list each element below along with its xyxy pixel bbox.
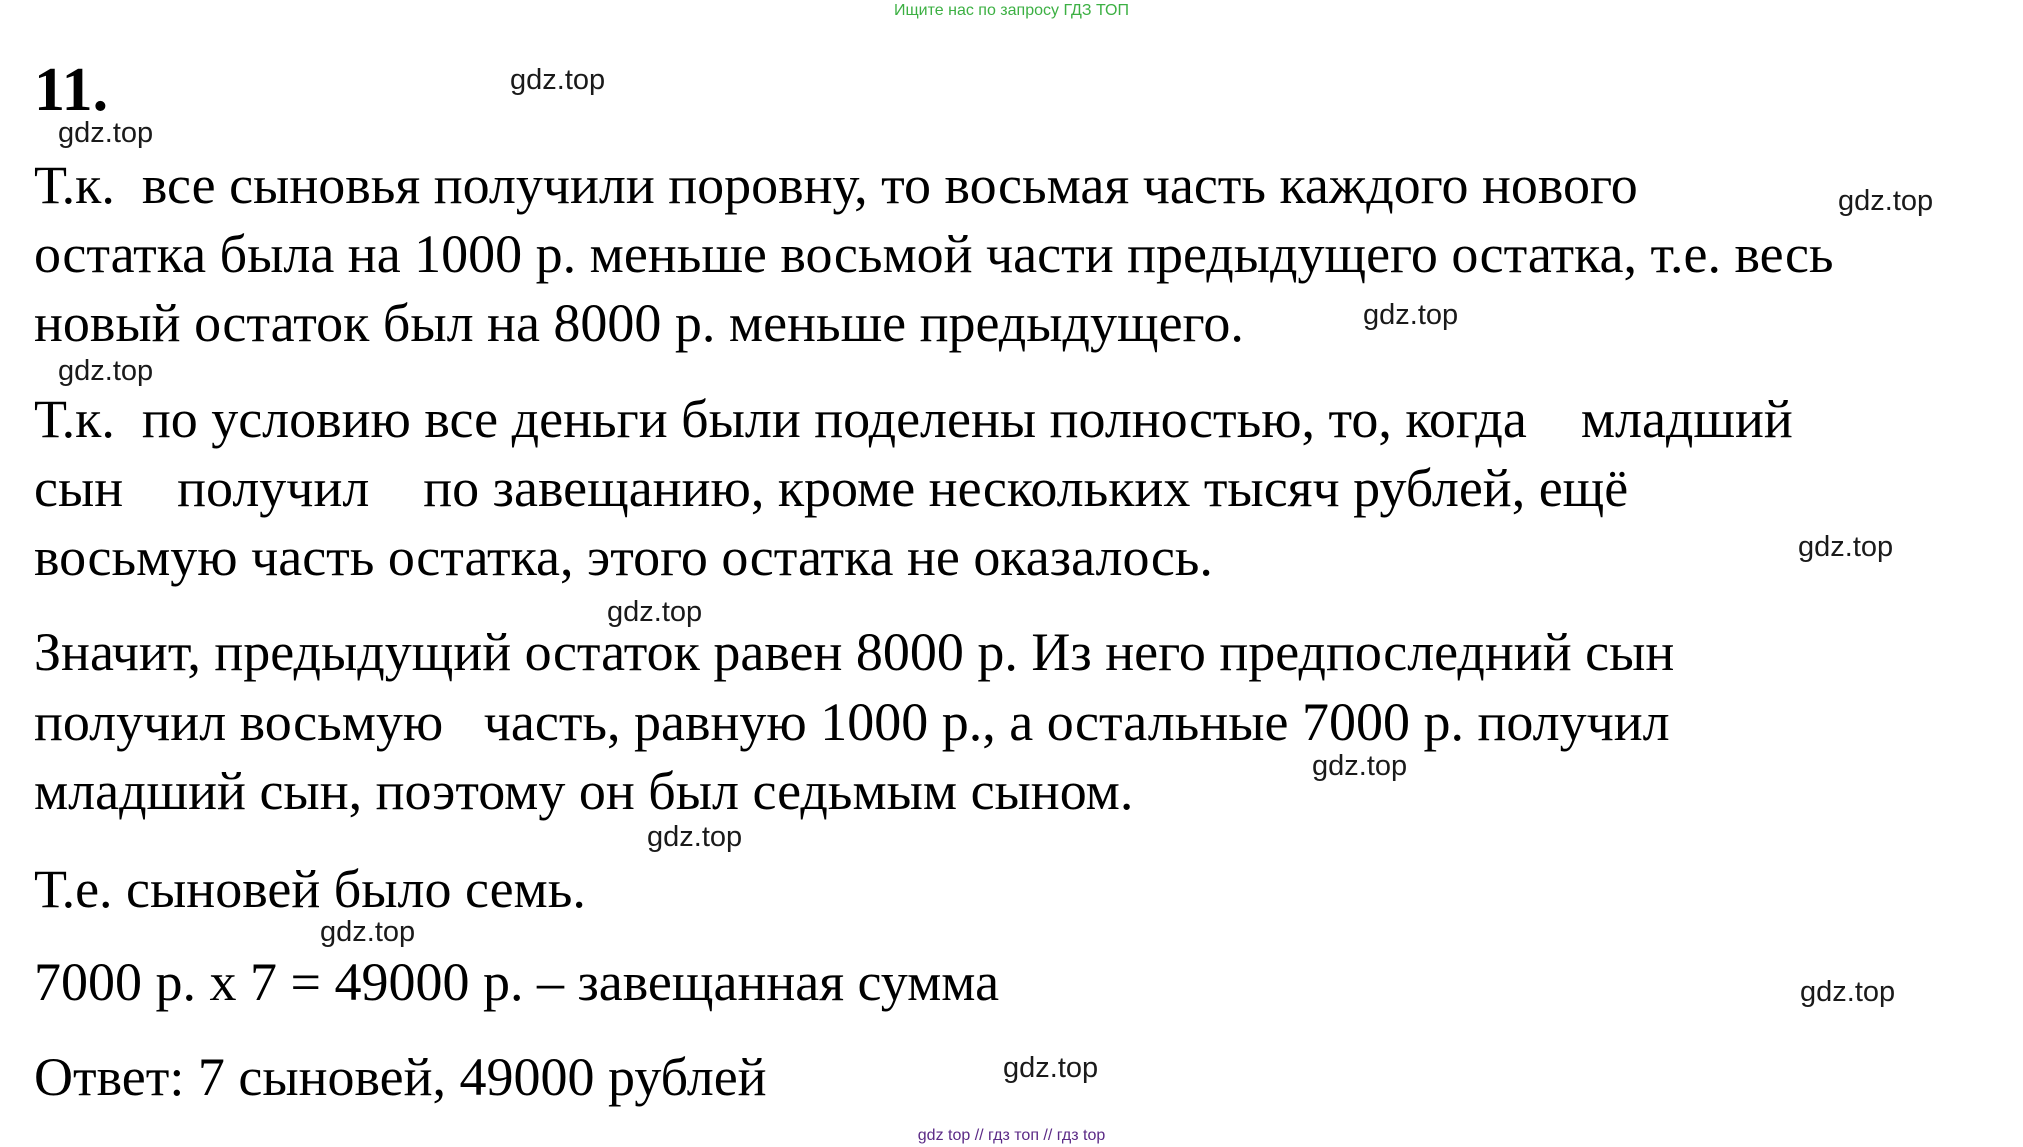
top-banner[interactable]: Ищите нас по запросу ГДЗ ТОП: [894, 2, 1129, 19]
task-number: 11.: [34, 56, 109, 124]
watermark: gdz.top: [1800, 976, 1896, 1008]
watermark: gdz.top: [58, 117, 154, 149]
watermark: gdz.top: [1312, 750, 1408, 782]
watermark: gdz.top: [607, 596, 703, 628]
solution-line-1: Т.к. все сыновья получили поровну, то восьмая часть каждого нового: [34, 155, 1638, 215]
solution-line-6: восьмую часть остатка, этого остатка не оказалось.: [34, 527, 1213, 587]
watermark: gdz.top: [320, 916, 416, 948]
solution-line-3: новый остаток был на 8000 р. меньше предыдущего.: [34, 293, 1244, 353]
watermark: gdz.top: [1363, 299, 1459, 331]
solution-line-7: Значит, предыдущий остаток равен 8000 р. Из него предпоследний сын: [34, 622, 1675, 682]
watermark: gdz.top: [58, 355, 154, 387]
solution-line-9: младший сын, поэтому он был седьмым сыном.: [34, 761, 1134, 821]
solution-line-2: остатка была на 1000 р. меньше восьмой части предыдущего остатка, т.е. весь: [34, 224, 1834, 284]
watermark: gdz.top: [510, 64, 606, 96]
watermark: gdz.top: [647, 821, 743, 853]
watermark: gdz.top: [1003, 1052, 1099, 1084]
solution-line-4: Т.к. по условию все деньги были поделены полностью, то, когда младший: [34, 389, 1793, 449]
watermark: gdz.top: [1798, 531, 1894, 563]
footer-links[interactable]: gdz top // гдз топ // гдз top: [917, 1127, 1106, 1144]
solution-line-8: получил восьмую часть, равную 1000 р., а остальные 7000 р. получил: [34, 692, 1670, 752]
solution-line-11: 7000 р. х 7 = 49000 р. – завещанная сумма: [34, 952, 1000, 1012]
watermark: gdz.top: [1838, 185, 1934, 217]
solution-line-5: сын получил по завещанию, кроме нескольких тысяч рублей, ещё: [34, 458, 1629, 518]
solution-line-10: Т.е. сыновей было семь.: [34, 859, 586, 919]
answer-line: Ответ: 7 сыновей, 49000 рублей: [34, 1047, 767, 1107]
